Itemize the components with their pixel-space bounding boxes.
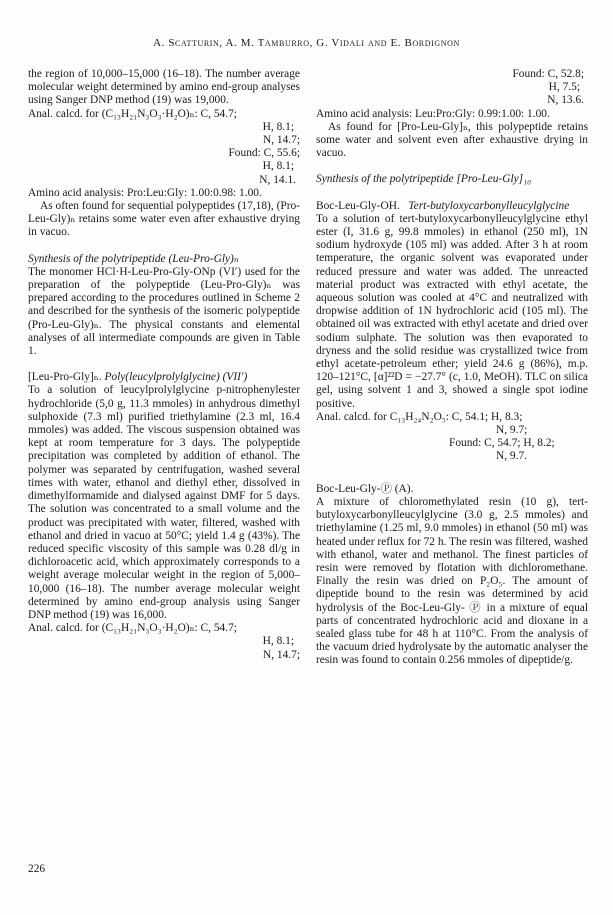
paragraph: To a solution of tert-butyloxycarbonylleucylglycine ethyl ester (I, 31.6 g, 99.8 mmoles) in ethanol (250 ml), 1N sodium hydroxyde (105 ml) was added. After 3 h at room temperature, the organic solvent was evaporated under reduced pressure and water was added. The unreacted material product was extracted with ethyl acetate, the aqueous solution was cooled at 4°C and neutralized with dropwise addition of 1N hydrochloric acid (105 ml). The obtained oil was extracted with ethyl acetate and dried over sodium sulphate. The solution was then evaporated to dryness and the solid residue was crystallized twice from ethyl acetate-petroleum ether; yield 24.6 g (86%), m.p. 120–121°C, [α]²²D = −27.7° (c, 1.0, MeOH). TLC on silica gel, using solvent 1 and 3, showed a single spot iodine positive.: [316, 212, 588, 410]
paragraph: The monomer HCl·H-Leu-Pro-Gly-ONp (VI′) used for the preparation of the polypeptide (Leu-Pro-Gly)ₙ was prepared according to the procedures outlined in Scheme 2 and described for the synthesis of the isomeric polypeptide (Pro-Leu-Gly)ₙ. The physical constants and elemental analyses of all intermediate compounds are given in Table 1.: [28, 265, 300, 358]
analysis-value: N, 14.1.: [259, 173, 296, 186]
analysis-value: N, 9.7.: [496, 450, 528, 463]
paragraph: As found for [Pro-Leu-Gly]ₙ, this polypeptide retains some water and solvent even after exhaustive drying in vacuo.: [316, 120, 588, 160]
paragraph: As often found for sequential polypeptides (17,18), (Pro-Leu-Gly)ₙ retains some water even after exhaustive drying in vacuo.: [28, 200, 300, 239]
analysis-value: N, 13.6.: [547, 94, 584, 107]
analysis-found: Found: C, 55.6;: [228, 147, 300, 160]
paragraph: [316, 200, 588, 213]
analysis-value: H, 8.1;: [262, 120, 294, 133]
running-header: A. Scatturin, A. M. Tamburro, G. Vidali and E. Bordignon: [153, 37, 460, 49]
right-column: [316, 68, 588, 668]
compound-name: Boc-Leu-Gly-OH.: [316, 199, 400, 212]
paragraph: To a solution of leucylprolylglycine p-nitrophenylester hydrochloride (5,0 g, 11.3 mmoles) in anhydrous dimethyl sulphoxide (7.3 ml) purified triethylamine (2.3 ml, 16.4 mmoles) was added. The viscous suspension obtained was kept at room temperature for 3 days. The polypeptide precipitation was completed by addition of ethanol. The polymer was separated by centrifugation, washed several times with water, ethanol and diethyl ether, dissolved in dimethylformamide and dialysed against DMF for 5 days. The solution was concentrated to a small volume and the product was precipitated with water, filtered, washed with ethanol and dried in vacuo at 50°C; yield 1.4 g (43%). The reduced specific viscosity of this sample was 0.28 dl/g in dichloroacetic acid, which approximately corresponds to a weight average molecular weight in the region of 5,000–10,000 (16–18). The number average molecular weight determined by amino end-group analysis using Sanger DNP method (19) was 16,000.: [28, 384, 300, 621]
analysis-found: Found: C, 54.7; H, 8.2;: [449, 437, 555, 450]
left-column: [28, 68, 300, 662]
section-heading: Synthesis of the polytripeptide [Pro-Leu-Gly]₁₀: [316, 173, 532, 186]
analysis-value: H, 7.5;: [548, 81, 580, 94]
analysis-value: H, 8.1;: [262, 160, 294, 173]
analysis-value: N, 9.7;: [496, 424, 528, 437]
compound-name: [Leu-Pro-Gly]ₙ.: [28, 371, 102, 384]
paragraph: [28, 371, 300, 384]
amino-acid-analysis: Amino acid analysis: Pro:Leu:Gly: 1.00:0.98: 1.00.: [28, 186, 262, 199]
compound-title: Tert-butyloxycarbonylleucylglycine: [408, 199, 570, 212]
analysis-calcd-label: Anal. calcd. for C₁₃H₂₄N₂O₅: C, 54.1; H, 8.3;: [316, 410, 523, 423]
paragraph: the region of 10,000–15,000 (16–18). The number average molecular weight determined by amino end-group analyses using Sanger DNP method (19) was 19,000.: [28, 68, 300, 107]
paragraph: A mixture of chloromethylated resin (10 g), tert-butyloxycarbonylleucylglycine (3.0 g, 2.5 mmoles) and triethylamine (1.25 ml, 9.0 mmoles) in ethanol (50 ml) was heated under reflux for 72 h. The resin was filtered, washed with ethanol, water and methanol. The finest particles of resin were removed by flotation with dichloromethane. Finally the resin was dried on P₂O₅. The amount of dipeptide bound to the resin was determined by acid hydrolysis of the Boc-Leu-Gly- Ⓟ in a mixture of equal parts of concentrated hydrochloric acid and dioxane in a sealed glass tube for 48 h at 110°C. From the analysis of the vacuum dried hydrolysate by the automatic analyser the resin was found to contain 0.256 mmoles of dipeptide/g.: [316, 495, 588, 667]
section-heading: Boc-Leu-Gly-Ⓟ (A).: [316, 482, 414, 495]
analysis-value: H, 8.1;: [262, 635, 294, 648]
section-heading: Synthesis of the polytripeptide (Leu-Pro-Gly)ₙ: [28, 252, 239, 265]
amino-acid-analysis: Amino acid analysis: Leu:Pro:Gly: 0.99:1.00: 1.00.: [316, 107, 550, 120]
analysis-calcd-label: Anal. calcd. for (C₁₃H₂₁N₃O₃·H₂O)ₙ: C, 54.7;: [28, 622, 237, 635]
analysis-found: Found: C, 52.8;: [512, 68, 584, 80]
compound-title: Poly(leucylprolylglycine) (VII′): [104, 371, 248, 384]
page-number: 226: [28, 863, 46, 875]
analysis-value: N, 14.7;: [262, 648, 300, 661]
analysis-calcd-label: Anal. calcd. for (C₁₃H₂₁N₃O₃·H₂O)ₙ: C, 54.7;: [28, 107, 237, 120]
analysis-value: N, 14.7;: [262, 134, 300, 147]
